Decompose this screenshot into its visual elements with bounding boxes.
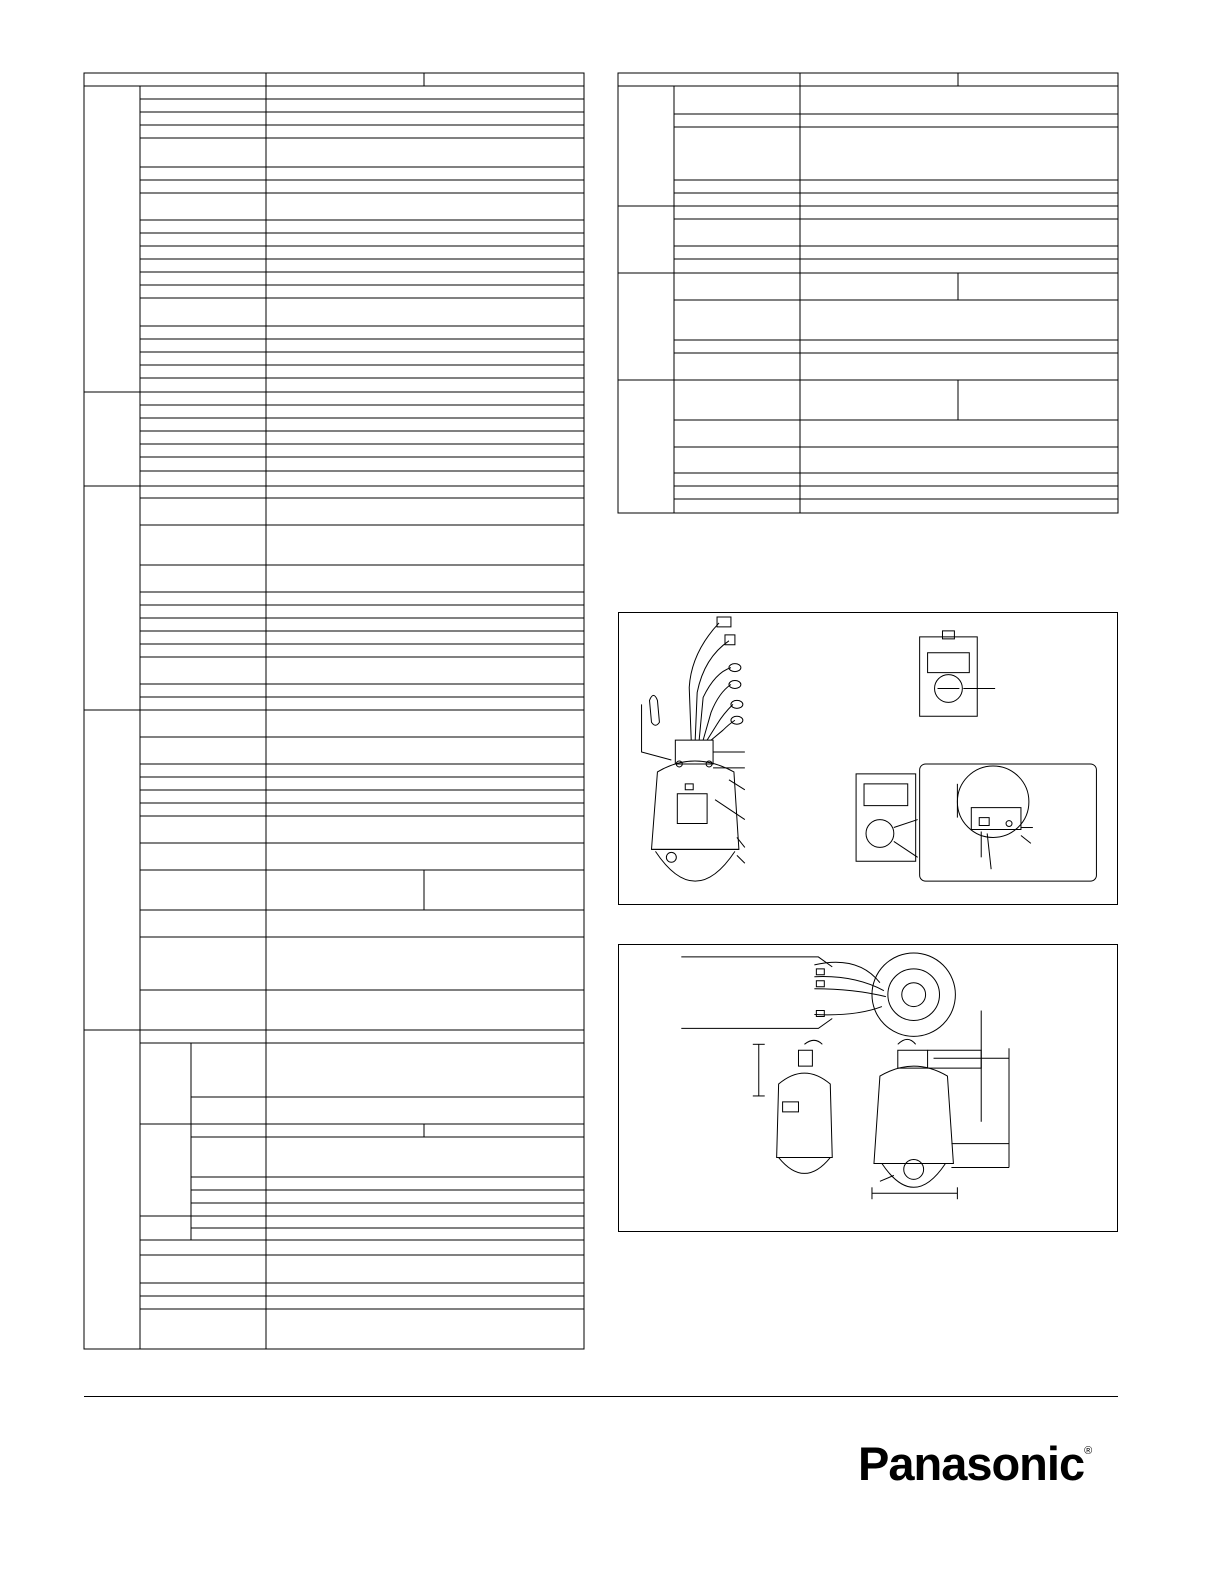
- spec-table-left: [84, 73, 584, 1349]
- camera-appearance-figure: [619, 613, 1117, 904]
- panasonic-logo: [858, 1436, 1118, 1492]
- detail-inset: [920, 764, 1097, 881]
- footer-rule: [84, 1396, 1118, 1397]
- appearance-diagram: [618, 612, 1118, 905]
- logo-text: Panasonic: [858, 1437, 1085, 1490]
- registered-mark: ®: [1084, 1445, 1093, 1457]
- dimensions-diagram: [618, 944, 1118, 1232]
- rear-view-top: [920, 631, 995, 716]
- rear-view-bottom: [856, 774, 918, 861]
- spec-table-right: [618, 73, 1118, 513]
- camera-dimensions-figure: [619, 945, 1117, 1231]
